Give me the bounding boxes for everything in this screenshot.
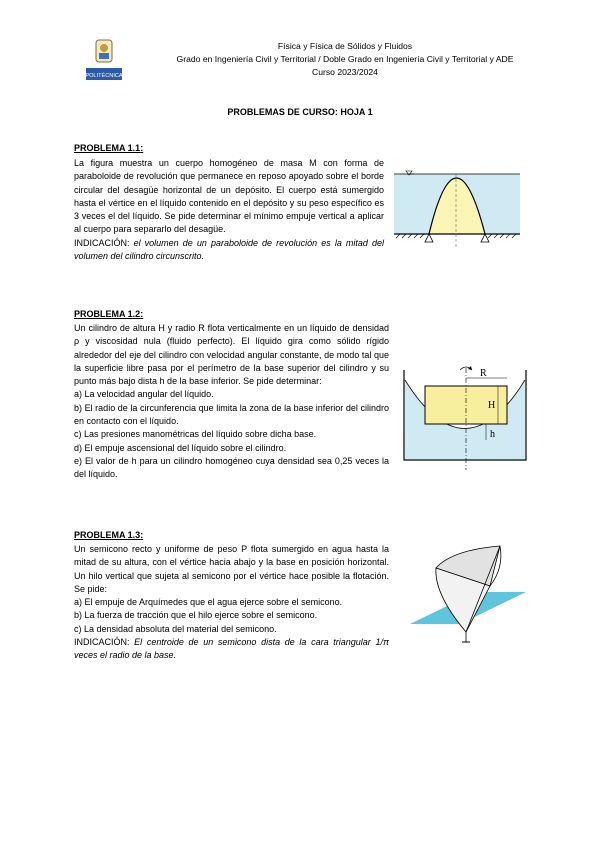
rotating-cylinder-figure [402, 362, 528, 474]
problem-1-3-statement: Un semicono recto y uniforme de peso P flota sumergido en agua hasta la mitad de su altura, con el vértice hacia abajo y la base en posición horizontal. Un hilo vertical que sujeta al semicono por el vértice hace posible la flotación. Se pide: [74, 544, 389, 594]
problem-1-1-text [74, 157, 384, 263]
problem-1-2-item-c: c) Las presiones manométricas del líquido sobre dicha base. [74, 429, 317, 440]
sheet-title: PROBLEMAS DE CURSO: HOJA 1 [227, 107, 373, 117]
problem-1-2-title: PROBLEMA 1.2: [74, 309, 144, 319]
problem-1-1-hint: INDICACIÓN: el volumen de un paraboloide de revolución es la mitad del volumen del cilindro circunscrito. [74, 237, 384, 262]
problem-1-2-item-a: a) La velocidad angular del líquido. [74, 389, 214, 400]
header-line-1: Física y Física de Sólidos y Fluidos [277, 41, 413, 51]
semicone-figure [408, 538, 528, 646]
fig-label-H: H [488, 400, 496, 411]
problem-1-2-item-b: b) El radio de la circunferencia que limita la zona de la base inferior del cilindro en contacto con el líquido. [74, 402, 389, 427]
problem-1-3-item-c: c) La densidad absoluta del material del semicono. [74, 623, 277, 634]
university-logo [86, 38, 122, 82]
paraboloid-figure [392, 168, 522, 270]
problem-1-3-title: PROBLEMA 1.3: [74, 530, 144, 540]
logo-text: POLITÉCNICA [86, 73, 122, 79]
problem-1-2-item-e: e) El valor de h para un cilindro homogéneo cuya densidad sea 0,25 veces la del líquido. [74, 455, 389, 480]
fig-label-h: h [490, 429, 495, 440]
problem-1-2-statement: Un cilindro de altura H y radio R flota verticalmente en un líquido de densidad ρ y viscosidad nula (fluido perfecto). El líquido gira como sólido rígido alrededor del eje del cilindro con velocidad angular constante, de modo tal que la superficie libre pasa por el perímetro de la base superior del cilindro y su punto más bajo dista h de la base inferior. Se pide determinar: [74, 323, 389, 387]
problem-1-2-text [74, 322, 389, 482]
fig-label-R: R [480, 368, 487, 379]
problem-1-3-item-a: a) El empuje de Arquímedes que el agua ejerce sobre el semicono. [74, 597, 343, 608]
header-line-3: Curso 2023/2024 [312, 67, 378, 77]
problem-1-1-title: PROBLEMA 1.1: [74, 143, 144, 153]
problem-1-2-item-d: d) El empuje ascensional del líquido sobre el cilindro. [74, 442, 287, 453]
problem-1-3-item-b: b) La fuerza de tracción que el hilo ejerce sobre el semicono. [74, 610, 318, 621]
document-header [150, 40, 540, 79]
problem-1-3-hint: INDICACIÓN: El centroide de un semicono dista de la cara triangular 1/π veces el radio de la base. [74, 637, 389, 661]
problem-1-1-statement: La figura muestra un cuerpo homogéneo de masa M con forma de paraboloide de revolución que permanece en reposo apoyado sobre el borde circular del desagüe horizontal de un depósito. El cuerpo está sumergido hasta el vértice en el líquido contenido en el depósito y su peso específico es 3 veces el del líquido. Se pide determinar el mínimo empuje vertical a aplicar al cuerpo para separarlo del desagüe. [74, 158, 384, 235]
header-line-2: Grado en Ingeniería Civil y Territorial / Doble Grado en Ingeniería Civil y Territorial y ADE [176, 54, 514, 64]
problem-1-3-text [74, 543, 389, 663]
